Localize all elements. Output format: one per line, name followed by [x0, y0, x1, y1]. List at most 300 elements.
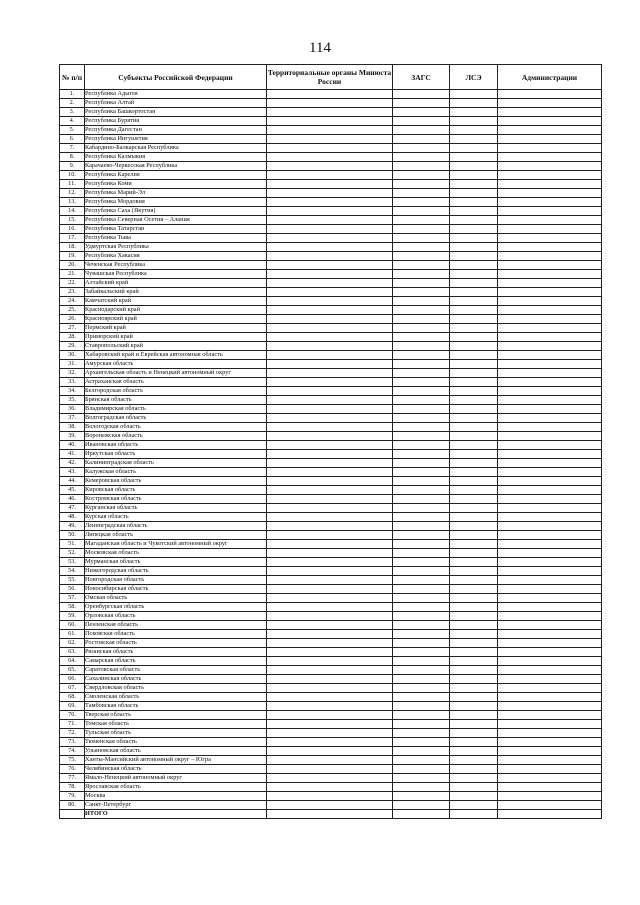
- territorial-cell[interactable]: [267, 225, 393, 234]
- lse-cell[interactable]: [450, 648, 498, 657]
- lse-cell[interactable]: [450, 216, 498, 225]
- lse-cell[interactable]: [450, 90, 498, 99]
- zags-cell[interactable]: [393, 90, 450, 99]
- lse-cell[interactable]: [450, 405, 498, 414]
- admin-cell[interactable]: [498, 234, 602, 243]
- zags-cell[interactable]: [393, 657, 450, 666]
- territorial-cell[interactable]: [267, 279, 393, 288]
- territorial-cell[interactable]: [267, 576, 393, 585]
- lse-cell[interactable]: [450, 675, 498, 684]
- admin-cell[interactable]: [498, 540, 602, 549]
- territorial-cell[interactable]: [267, 423, 393, 432]
- lse-cell[interactable]: [450, 252, 498, 261]
- lse-cell[interactable]: [450, 153, 498, 162]
- zags-cell[interactable]: [393, 630, 450, 639]
- lse-cell[interactable]: [450, 306, 498, 315]
- lse-cell[interactable]: [450, 279, 498, 288]
- zags-cell[interactable]: [393, 576, 450, 585]
- territorial-cell[interactable]: [267, 360, 393, 369]
- admin-cell[interactable]: [498, 315, 602, 324]
- admin-cell[interactable]: [498, 225, 602, 234]
- zags-cell[interactable]: [393, 774, 450, 783]
- lse-cell[interactable]: [450, 144, 498, 153]
- admin-cell[interactable]: [498, 306, 602, 315]
- zags-cell[interactable]: [393, 720, 450, 729]
- territorial-cell[interactable]: [267, 234, 393, 243]
- zags-cell[interactable]: [393, 351, 450, 360]
- zags-cell[interactable]: [393, 135, 450, 144]
- lse-cell[interactable]: [450, 261, 498, 270]
- territorial-cell[interactable]: [267, 531, 393, 540]
- territorial-cell[interactable]: [267, 738, 393, 747]
- lse-cell[interactable]: [450, 711, 498, 720]
- lse-cell[interactable]: [450, 756, 498, 765]
- zags-cell[interactable]: [393, 270, 450, 279]
- zags-cell[interactable]: [393, 648, 450, 657]
- lse-cell[interactable]: [450, 180, 498, 189]
- territorial-cell[interactable]: [267, 522, 393, 531]
- admin-cell[interactable]: [498, 477, 602, 486]
- admin-cell[interactable]: [498, 666, 602, 675]
- zags-cell[interactable]: [393, 603, 450, 612]
- admin-cell[interactable]: [498, 270, 602, 279]
- zags-cell[interactable]: [393, 315, 450, 324]
- zags-cell[interactable]: [393, 621, 450, 630]
- admin-cell[interactable]: [498, 702, 602, 711]
- lse-cell[interactable]: [450, 540, 498, 549]
- lse-cell[interactable]: [450, 630, 498, 639]
- zags-cell[interactable]: [393, 504, 450, 513]
- territorial-cell[interactable]: [267, 630, 393, 639]
- lse-cell[interactable]: [450, 117, 498, 126]
- zags-cell[interactable]: [393, 666, 450, 675]
- zags-cell[interactable]: [393, 342, 450, 351]
- admin-cell[interactable]: [498, 180, 602, 189]
- admin-cell[interactable]: [498, 801, 602, 810]
- zags-cell[interactable]: [393, 540, 450, 549]
- zags-cell[interactable]: [393, 639, 450, 648]
- lse-cell[interactable]: [450, 684, 498, 693]
- territorial-cell[interactable]: [267, 729, 393, 738]
- territorial-cell[interactable]: [267, 486, 393, 495]
- territorial-cell[interactable]: [267, 216, 393, 225]
- territorial-cell[interactable]: [267, 693, 393, 702]
- lse-cell[interactable]: [450, 693, 498, 702]
- admin-cell[interactable]: [498, 729, 602, 738]
- admin-cell[interactable]: [498, 738, 602, 747]
- zags-cell[interactable]: [393, 450, 450, 459]
- admin-cell[interactable]: [498, 504, 602, 513]
- admin-cell[interactable]: [498, 459, 602, 468]
- lse-cell[interactable]: [450, 504, 498, 513]
- lse-cell[interactable]: [450, 315, 498, 324]
- admin-cell[interactable]: [498, 423, 602, 432]
- lse-cell[interactable]: [450, 495, 498, 504]
- territorial-cell[interactable]: [267, 90, 393, 99]
- admin-cell[interactable]: [498, 765, 602, 774]
- zags-cell[interactable]: [393, 684, 450, 693]
- zags-cell[interactable]: [393, 612, 450, 621]
- zags-cell[interactable]: [393, 693, 450, 702]
- zags-cell[interactable]: [393, 117, 450, 126]
- territorial-cell[interactable]: [267, 396, 393, 405]
- lse-cell[interactable]: [450, 450, 498, 459]
- admin-cell[interactable]: [498, 243, 602, 252]
- admin-cell[interactable]: [498, 648, 602, 657]
- zags-cell[interactable]: [393, 432, 450, 441]
- territorial-cell[interactable]: [267, 306, 393, 315]
- admin-cell[interactable]: [498, 711, 602, 720]
- zags-cell[interactable]: [393, 153, 450, 162]
- lse-cell[interactable]: [450, 477, 498, 486]
- admin-cell[interactable]: [498, 360, 602, 369]
- lse-cell[interactable]: [450, 558, 498, 567]
- territorial-cell[interactable]: [267, 153, 393, 162]
- admin-cell[interactable]: [498, 486, 602, 495]
- territorial-cell[interactable]: [267, 117, 393, 126]
- lse-cell[interactable]: [450, 369, 498, 378]
- territorial-cell[interactable]: [267, 774, 393, 783]
- territorial-cell[interactable]: [267, 558, 393, 567]
- admin-cell[interactable]: [498, 630, 602, 639]
- admin-cell[interactable]: [498, 117, 602, 126]
- territorial-cell[interactable]: [267, 243, 393, 252]
- lse-cell[interactable]: [450, 666, 498, 675]
- territorial-cell[interactable]: [267, 756, 393, 765]
- admin-cell[interactable]: [498, 396, 602, 405]
- lse-cell[interactable]: [450, 522, 498, 531]
- zags-cell[interactable]: [393, 279, 450, 288]
- admin-cell[interactable]: [498, 585, 602, 594]
- lse-cell[interactable]: [450, 549, 498, 558]
- territorial-cell[interactable]: [267, 477, 393, 486]
- zags-cell[interactable]: [393, 207, 450, 216]
- zags-cell[interactable]: [393, 441, 450, 450]
- admin-cell[interactable]: [498, 684, 602, 693]
- admin-cell[interactable]: [498, 171, 602, 180]
- territorial-cell[interactable]: [267, 648, 393, 657]
- zags-cell[interactable]: [393, 495, 450, 504]
- zags-cell[interactable]: [393, 216, 450, 225]
- admin-cell[interactable]: [498, 342, 602, 351]
- territorial-cell[interactable]: [267, 342, 393, 351]
- admin-cell[interactable]: [498, 657, 602, 666]
- zags-cell[interactable]: [393, 144, 450, 153]
- lse-cell[interactable]: [450, 585, 498, 594]
- territorial-cell[interactable]: [267, 711, 393, 720]
- lse-cell[interactable]: [450, 162, 498, 171]
- admin-cell[interactable]: [498, 495, 602, 504]
- territorial-cell[interactable]: [267, 792, 393, 801]
- admin-cell[interactable]: [498, 531, 602, 540]
- lse-cell[interactable]: [450, 639, 498, 648]
- territorial-cell[interactable]: [267, 180, 393, 189]
- zags-cell[interactable]: [393, 378, 450, 387]
- admin-cell[interactable]: [498, 351, 602, 360]
- lse-cell[interactable]: [450, 747, 498, 756]
- admin-cell[interactable]: [498, 693, 602, 702]
- zags-cell[interactable]: [393, 585, 450, 594]
- territorial-cell[interactable]: [267, 99, 393, 108]
- zags-cell[interactable]: [393, 675, 450, 684]
- admin-cell[interactable]: [498, 639, 602, 648]
- lse-cell[interactable]: [450, 387, 498, 396]
- zags-cell[interactable]: [393, 108, 450, 117]
- admin-cell[interactable]: [498, 90, 602, 99]
- admin-cell[interactable]: [498, 414, 602, 423]
- lse-cell[interactable]: [450, 189, 498, 198]
- territorial-cell[interactable]: [267, 495, 393, 504]
- territorial-cell[interactable]: [267, 657, 393, 666]
- territorial-cell[interactable]: [267, 612, 393, 621]
- lse-cell[interactable]: [450, 801, 498, 810]
- territorial-cell[interactable]: [267, 441, 393, 450]
- zags-cell[interactable]: [393, 324, 450, 333]
- zags-cell[interactable]: [393, 306, 450, 315]
- lse-cell[interactable]: [450, 270, 498, 279]
- lse-cell[interactable]: [450, 783, 498, 792]
- zags-cell[interactable]: [393, 261, 450, 270]
- zags-cell[interactable]: [393, 765, 450, 774]
- zags-cell[interactable]: [393, 513, 450, 522]
- admin-cell[interactable]: [498, 522, 602, 531]
- territorial-cell[interactable]: [267, 549, 393, 558]
- admin-cell[interactable]: [498, 333, 602, 342]
- zags-cell[interactable]: [393, 558, 450, 567]
- territorial-cell[interactable]: [267, 801, 393, 810]
- territorial-cell[interactable]: [267, 639, 393, 648]
- territorial-cell[interactable]: [267, 270, 393, 279]
- lse-cell[interactable]: [450, 774, 498, 783]
- zags-cell[interactable]: [393, 225, 450, 234]
- lse-cell[interactable]: [450, 567, 498, 576]
- lse-cell[interactable]: [450, 594, 498, 603]
- lse-cell[interactable]: [450, 486, 498, 495]
- territorial-cell[interactable]: [267, 315, 393, 324]
- zags-cell[interactable]: [393, 783, 450, 792]
- lse-cell[interactable]: [450, 171, 498, 180]
- admin-cell[interactable]: [498, 207, 602, 216]
- territorial-cell[interactable]: [267, 468, 393, 477]
- territorial-cell[interactable]: [267, 261, 393, 270]
- territorial-cell[interactable]: [267, 747, 393, 756]
- zags-cell[interactable]: [393, 729, 450, 738]
- zags-cell[interactable]: [393, 801, 450, 810]
- admin-cell[interactable]: [498, 468, 602, 477]
- admin-cell[interactable]: [498, 567, 602, 576]
- zags-cell[interactable]: [393, 387, 450, 396]
- zags-cell[interactable]: [393, 252, 450, 261]
- zags-cell[interactable]: [393, 792, 450, 801]
- territorial-cell[interactable]: [267, 144, 393, 153]
- lse-cell[interactable]: [450, 414, 498, 423]
- lse-cell[interactable]: [450, 324, 498, 333]
- zags-cell[interactable]: [393, 711, 450, 720]
- zags-cell[interactable]: [393, 162, 450, 171]
- lse-cell[interactable]: [450, 378, 498, 387]
- zags-cell[interactable]: [393, 567, 450, 576]
- territorial-cell[interactable]: [267, 450, 393, 459]
- lse-cell[interactable]: [450, 657, 498, 666]
- territorial-cell[interactable]: [267, 333, 393, 342]
- zags-cell[interactable]: [393, 738, 450, 747]
- admin-cell[interactable]: [498, 720, 602, 729]
- lse-cell[interactable]: [450, 342, 498, 351]
- zags-cell[interactable]: [393, 126, 450, 135]
- zags-cell[interactable]: [393, 531, 450, 540]
- territorial-cell[interactable]: [267, 585, 393, 594]
- admin-cell[interactable]: [498, 675, 602, 684]
- admin-cell[interactable]: [498, 792, 602, 801]
- territorial-cell[interactable]: [267, 288, 393, 297]
- admin-cell[interactable]: [498, 405, 602, 414]
- zags-cell[interactable]: [393, 414, 450, 423]
- admin-cell[interactable]: [498, 594, 602, 603]
- admin-cell[interactable]: [498, 603, 602, 612]
- territorial-cell[interactable]: [267, 126, 393, 135]
- lse-cell[interactable]: [450, 108, 498, 117]
- admin-cell[interactable]: [498, 144, 602, 153]
- territorial-cell[interactable]: [267, 378, 393, 387]
- territorial-cell[interactable]: [267, 108, 393, 117]
- lse-cell[interactable]: [450, 234, 498, 243]
- zags-cell[interactable]: [393, 189, 450, 198]
- territorial-cell[interactable]: [267, 567, 393, 576]
- zags-cell[interactable]: [393, 468, 450, 477]
- lse-cell[interactable]: [450, 135, 498, 144]
- territorial-cell[interactable]: [267, 207, 393, 216]
- lse-cell[interactable]: [450, 603, 498, 612]
- territorial-cell[interactable]: [267, 702, 393, 711]
- admin-cell[interactable]: [498, 621, 602, 630]
- admin-cell[interactable]: [498, 198, 602, 207]
- zags-cell[interactable]: [393, 486, 450, 495]
- admin-cell[interactable]: [498, 450, 602, 459]
- territorial-cell[interactable]: [267, 504, 393, 513]
- zags-cell[interactable]: [393, 522, 450, 531]
- lse-cell[interactable]: [450, 531, 498, 540]
- territorial-cell[interactable]: [267, 684, 393, 693]
- zags-cell[interactable]: [393, 243, 450, 252]
- admin-cell[interactable]: [498, 432, 602, 441]
- territorial-cell[interactable]: [267, 324, 393, 333]
- admin-cell[interactable]: [498, 441, 602, 450]
- total-territorial-cell[interactable]: [267, 810, 393, 819]
- territorial-cell[interactable]: [267, 414, 393, 423]
- lse-cell[interactable]: [450, 621, 498, 630]
- zags-cell[interactable]: [393, 756, 450, 765]
- admin-cell[interactable]: [498, 261, 602, 270]
- zags-cell[interactable]: [393, 477, 450, 486]
- admin-cell[interactable]: [498, 756, 602, 765]
- territorial-cell[interactable]: [267, 540, 393, 549]
- admin-cell[interactable]: [498, 783, 602, 792]
- zags-cell[interactable]: [393, 360, 450, 369]
- lse-cell[interactable]: [450, 441, 498, 450]
- zags-cell[interactable]: [393, 99, 450, 108]
- lse-cell[interactable]: [450, 288, 498, 297]
- territorial-cell[interactable]: [267, 666, 393, 675]
- territorial-cell[interactable]: [267, 459, 393, 468]
- lse-cell[interactable]: [450, 765, 498, 774]
- admin-cell[interactable]: [498, 162, 602, 171]
- territorial-cell[interactable]: [267, 189, 393, 198]
- admin-cell[interactable]: [498, 252, 602, 261]
- lse-cell[interactable]: [450, 207, 498, 216]
- zags-cell[interactable]: [393, 405, 450, 414]
- territorial-cell[interactable]: [267, 432, 393, 441]
- zags-cell[interactable]: [393, 171, 450, 180]
- territorial-cell[interactable]: [267, 162, 393, 171]
- zags-cell[interactable]: [393, 180, 450, 189]
- lse-cell[interactable]: [450, 351, 498, 360]
- territorial-cell[interactable]: [267, 765, 393, 774]
- admin-cell[interactable]: [498, 576, 602, 585]
- territorial-cell[interactable]: [267, 297, 393, 306]
- territorial-cell[interactable]: [267, 405, 393, 414]
- zags-cell[interactable]: [393, 594, 450, 603]
- lse-cell[interactable]: [450, 225, 498, 234]
- admin-cell[interactable]: [498, 774, 602, 783]
- admin-cell[interactable]: [498, 189, 602, 198]
- lse-cell[interactable]: [450, 738, 498, 747]
- zags-cell[interactable]: [393, 297, 450, 306]
- lse-cell[interactable]: [450, 432, 498, 441]
- admin-cell[interactable]: [498, 99, 602, 108]
- zags-cell[interactable]: [393, 747, 450, 756]
- admin-cell[interactable]: [498, 216, 602, 225]
- admin-cell[interactable]: [498, 369, 602, 378]
- territorial-cell[interactable]: [267, 369, 393, 378]
- admin-cell[interactable]: [498, 387, 602, 396]
- territorial-cell[interactable]: [267, 252, 393, 261]
- zags-cell[interactable]: [393, 198, 450, 207]
- zags-cell[interactable]: [393, 234, 450, 243]
- territorial-cell[interactable]: [267, 675, 393, 684]
- zags-cell[interactable]: [393, 549, 450, 558]
- admin-cell[interactable]: [498, 279, 602, 288]
- total-zags-cell[interactable]: [393, 810, 450, 819]
- territorial-cell[interactable]: [267, 783, 393, 792]
- zags-cell[interactable]: [393, 288, 450, 297]
- admin-cell[interactable]: [498, 126, 602, 135]
- lse-cell[interactable]: [450, 333, 498, 342]
- territorial-cell[interactable]: [267, 513, 393, 522]
- lse-cell[interactable]: [450, 729, 498, 738]
- territorial-cell[interactable]: [267, 603, 393, 612]
- territorial-cell[interactable]: [267, 351, 393, 360]
- admin-cell[interactable]: [498, 135, 602, 144]
- lse-cell[interactable]: [450, 360, 498, 369]
- lse-cell[interactable]: [450, 468, 498, 477]
- lse-cell[interactable]: [450, 720, 498, 729]
- lse-cell[interactable]: [450, 576, 498, 585]
- total-admin-cell[interactable]: [498, 810, 602, 819]
- lse-cell[interactable]: [450, 792, 498, 801]
- zags-cell[interactable]: [393, 702, 450, 711]
- zags-cell[interactable]: [393, 396, 450, 405]
- total-lse-cell[interactable]: [450, 810, 498, 819]
- admin-cell[interactable]: [498, 288, 602, 297]
- admin-cell[interactable]: [498, 153, 602, 162]
- admin-cell[interactable]: [498, 558, 602, 567]
- admin-cell[interactable]: [498, 378, 602, 387]
- lse-cell[interactable]: [450, 126, 498, 135]
- territorial-cell[interactable]: [267, 198, 393, 207]
- admin-cell[interactable]: [498, 324, 602, 333]
- lse-cell[interactable]: [450, 702, 498, 711]
- zags-cell[interactable]: [393, 423, 450, 432]
